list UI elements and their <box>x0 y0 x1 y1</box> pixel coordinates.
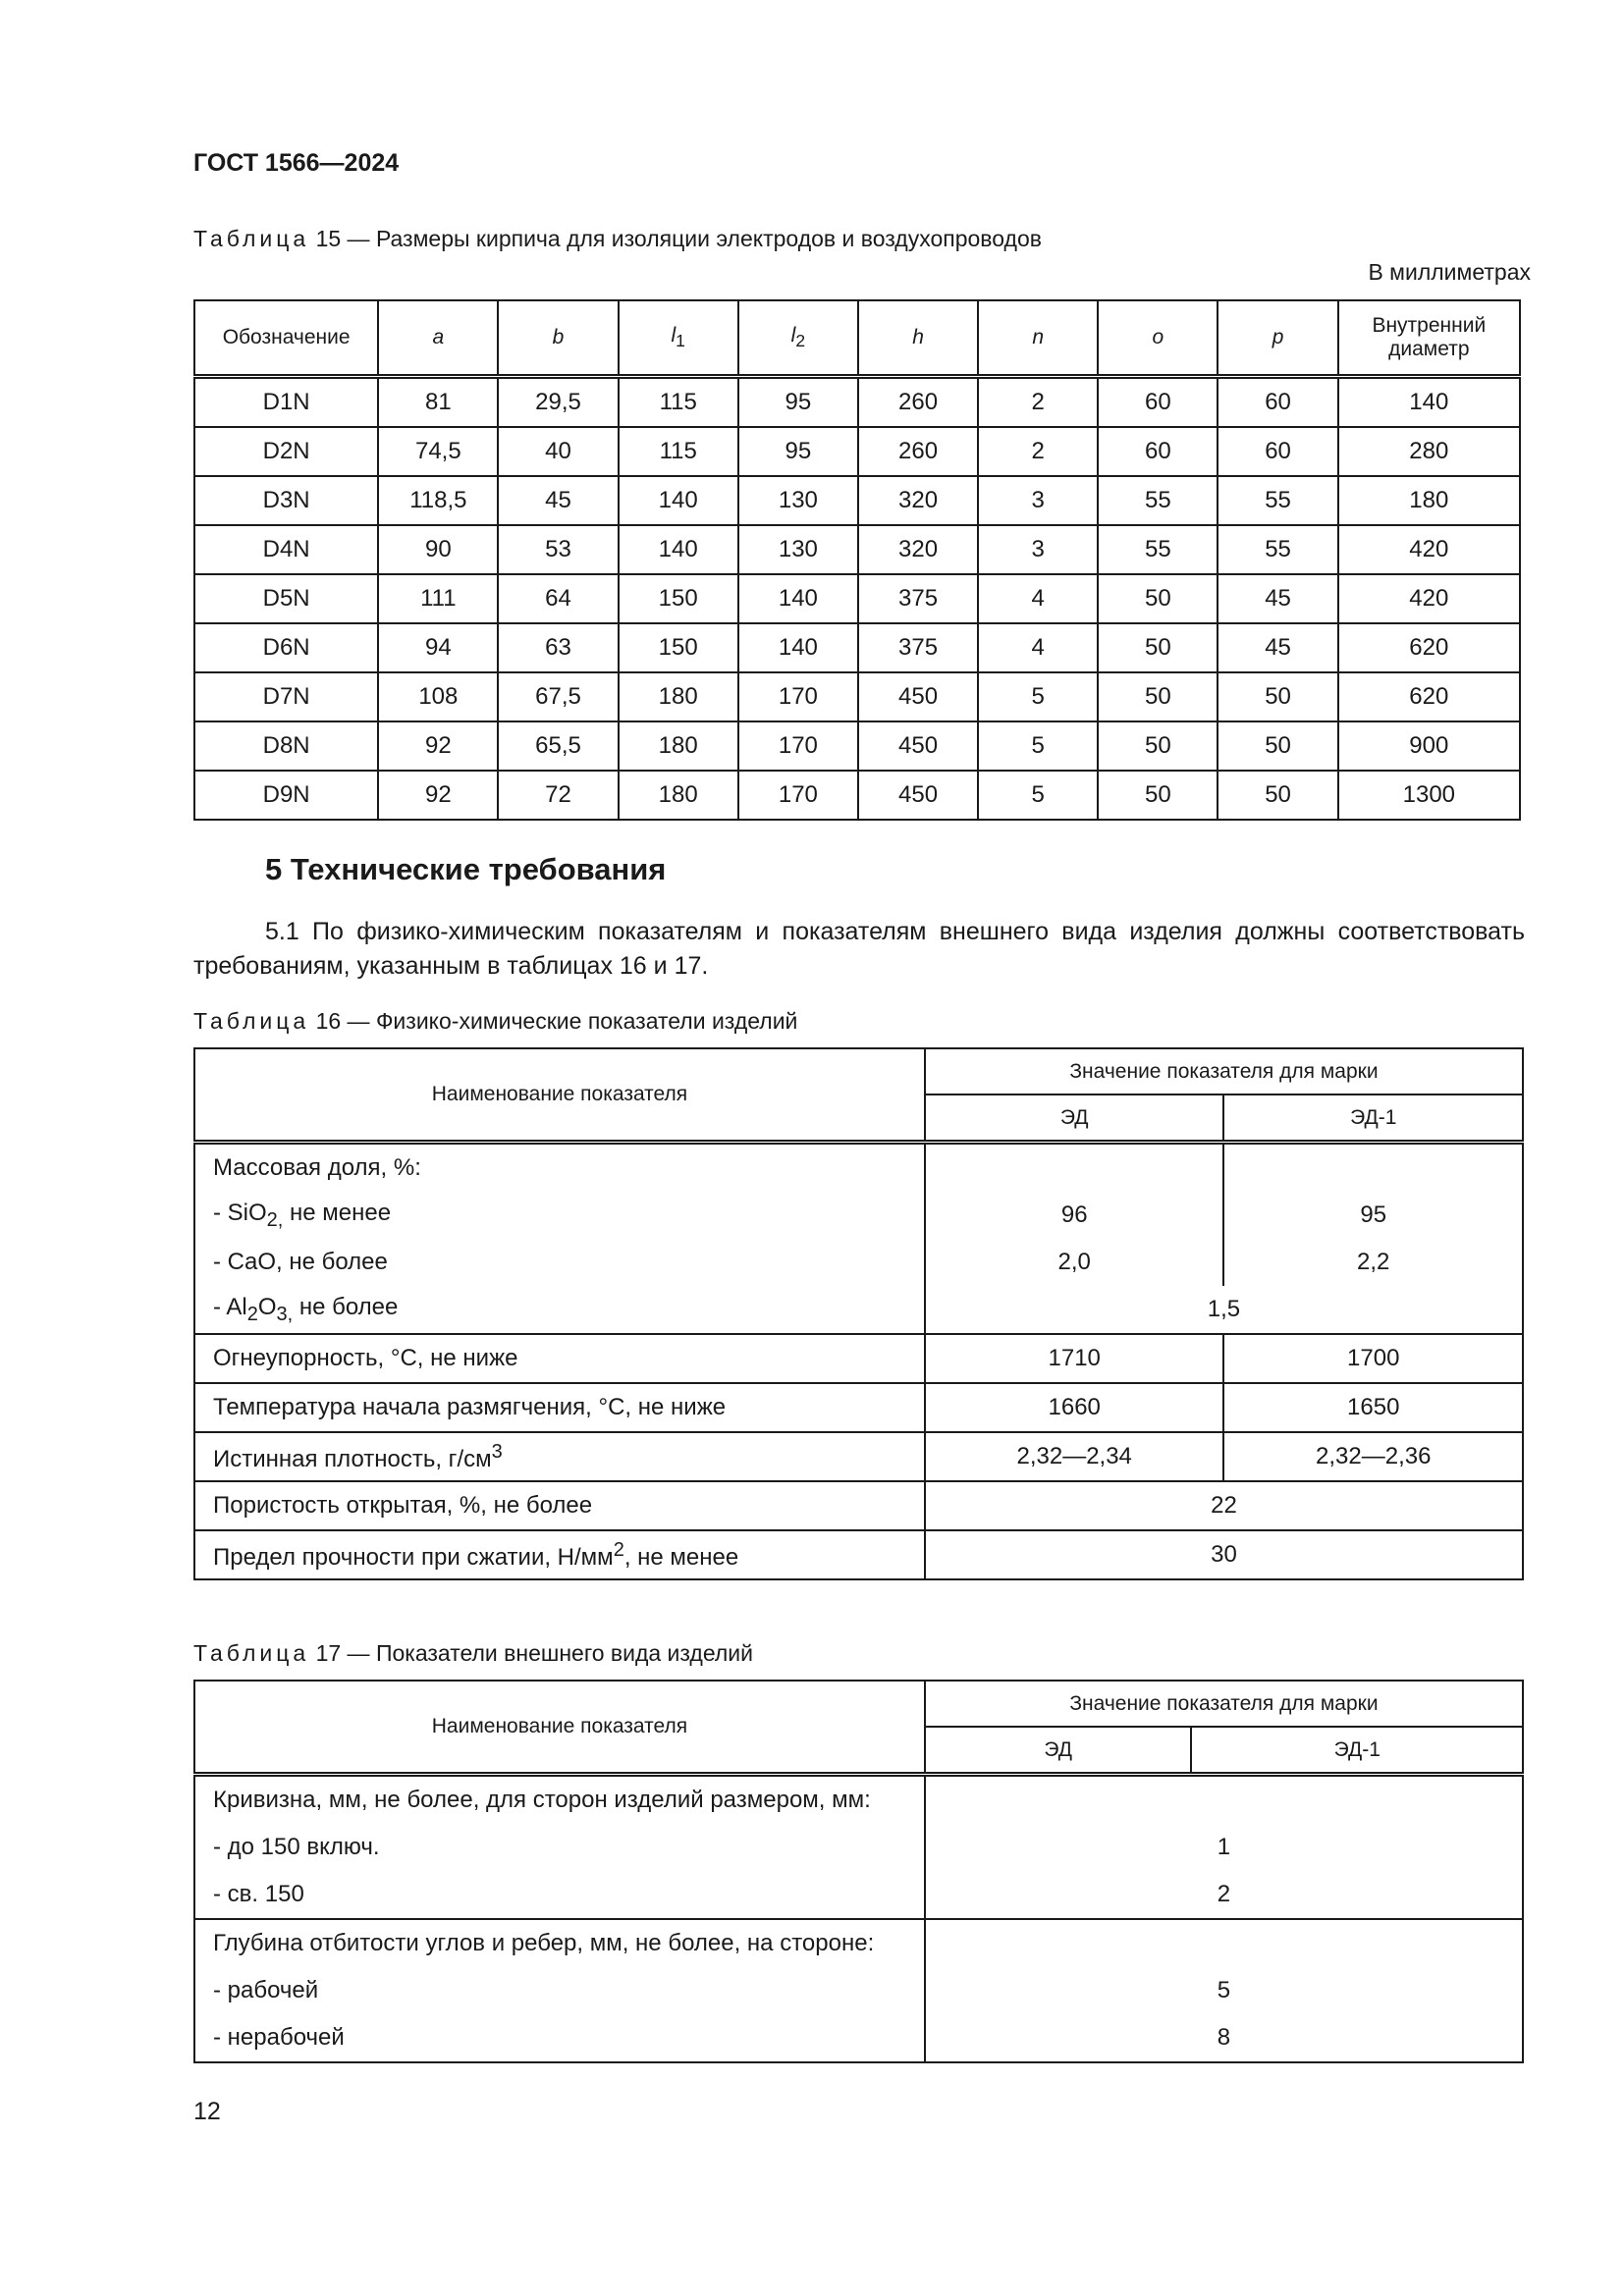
table15-cell: 320 <box>858 525 978 574</box>
curvature-1-value: 1 <box>925 1824 1523 1871</box>
refractoriness-ed: 1710 <box>925 1334 1224 1383</box>
table-row <box>194 377 1520 428</box>
table15-cell: 50 <box>1098 672 1218 721</box>
table-row <box>194 427 1520 476</box>
refractoriness-label: Огнеупорность, °С, не ниже <box>194 1334 925 1383</box>
table15-header-h: h <box>858 300 978 377</box>
table15-header-l1-letter: l <box>671 323 677 347</box>
table15-cell: 375 <box>858 574 978 623</box>
table15-cell: 95 <box>738 377 858 428</box>
table15-cell: 1300 <box>1338 771 1520 820</box>
table15-caption-prefix: Таблица <box>193 226 310 251</box>
table17-header-ed1: ЭД-1 <box>1191 1727 1523 1775</box>
curvature-2-value: 2 <box>925 1871 1523 1919</box>
table15-cell: D3N <box>194 476 378 525</box>
table15-cell: 5 <box>978 672 1098 721</box>
table15-cell: 4 <box>978 623 1098 672</box>
table-row <box>194 1192 1523 1239</box>
table15-cell: 40 <box>498 427 618 476</box>
table15-cell: 280 <box>1338 427 1520 476</box>
table15-header-l2 <box>738 300 858 377</box>
table15-cell: 170 <box>738 721 858 771</box>
sio2-label: - SiO$_{2,}$ не менее <box>194 1192 925 1239</box>
table15-header-l1 <box>619 300 738 377</box>
table-row <box>194 525 1520 574</box>
table15-cell: 67,5 <box>498 672 618 721</box>
table16-caption <box>193 1008 797 1035</box>
table16-caption-text: 16 — Физико-химические показатели изделий <box>315 1008 798 1034</box>
table16-header-value: Значение показателя для марки <box>925 1048 1523 1095</box>
table15-cell: D4N <box>194 525 378 574</box>
table15-header-l2-letter: l <box>790 323 796 347</box>
table15-cell: 320 <box>858 476 978 525</box>
sio2-ed1: 95 <box>1223 1192 1523 1239</box>
table17 <box>193 1680 1524 2063</box>
table15-cell: 150 <box>619 574 738 623</box>
softening-label: Температура начала размягчения, °С, не ниже <box>194 1383 925 1432</box>
al2o3-value: 1,5 <box>925 1286 1523 1334</box>
table17-header-name: Наименование показателя <box>194 1681 925 1775</box>
table15-cell: 64 <box>498 574 618 623</box>
table15-header-l1-sub: 1 <box>676 331 685 351</box>
table15-cell: 140 <box>619 525 738 574</box>
table15-cell: 45 <box>498 476 618 525</box>
curvature-2-label: - св. 150 <box>194 1871 925 1919</box>
table15-cell: D6N <box>194 623 378 672</box>
table15-cell: 180 <box>1338 476 1520 525</box>
table15-header-p: p <box>1218 300 1337 377</box>
table15-header-n: n <box>978 300 1098 377</box>
table15-cell: 50 <box>1218 672 1337 721</box>
table15-cell: 140 <box>1338 377 1520 428</box>
table16-header-ed1: ЭД-1 <box>1223 1095 1523 1143</box>
table-row <box>194 1824 1523 1871</box>
al2o3-label: - $Al_2O_{3,}$ не более <box>194 1286 925 1334</box>
depth-2-label: - нерабочей <box>194 2014 925 2062</box>
table15-cell: 29,5 <box>498 377 618 428</box>
table15-caption <box>193 226 1042 252</box>
cao-ed1: 2,2 <box>1223 1239 1523 1286</box>
table-row <box>194 476 1520 525</box>
table15-cell: 3 <box>978 525 1098 574</box>
depth-1-value: 5 <box>925 1967 1523 2014</box>
depth-1-label: - рабочей <box>194 1967 925 2014</box>
table-row <box>194 721 1520 771</box>
table15-cell: 3 <box>978 476 1098 525</box>
table17-caption-prefix: Таблица <box>193 1640 310 1666</box>
table15-cell: 375 <box>858 623 978 672</box>
table15-cell: 5 <box>978 721 1098 771</box>
table15-cell: 72 <box>498 771 618 820</box>
table15-cell: 130 <box>738 525 858 574</box>
table15-cell: 140 <box>738 623 858 672</box>
table15-cell: 60 <box>1218 427 1337 476</box>
table-row <box>194 1481 1523 1530</box>
table16-caption-prefix: Таблица <box>193 1008 310 1034</box>
table15-cell: 95 <box>738 427 858 476</box>
section-paragraph: 5.1 По физико-химическим показателям и показателям внешнего вида изделия должны соответствовать требованиям, указанным в таблицах 16 и 17. <box>193 918 1525 980</box>
table15-cell: 60 <box>1218 377 1337 428</box>
table15-header-designation: Обозначение <box>194 300 378 377</box>
table15-cell: 450 <box>858 721 978 771</box>
depth-title: Глубина отбитости углов и ребер, мм, не более, на стороне: <box>194 1919 925 1967</box>
strength-label: Предел прочности при сжатии, $Н/мм^2$, не менее <box>194 1530 925 1579</box>
table15-header-b: b <box>498 300 618 377</box>
table15-cell: 900 <box>1338 721 1520 771</box>
table15-cell: D2N <box>194 427 378 476</box>
density-label: Истинная плотность, $г/см^3$ <box>194 1432 925 1481</box>
table15-cell: 50 <box>1218 721 1337 771</box>
softening-ed: 1660 <box>925 1383 1224 1432</box>
table15-cell: 260 <box>858 427 978 476</box>
curvature-title: Кривизна, мм, не более, для сторон изделий размером, мм: <box>194 1775 925 1825</box>
softening-ed1: 1650 <box>1223 1383 1523 1432</box>
density-ed: 2,32—2,34 <box>925 1432 1224 1481</box>
table17-header-ed: ЭД <box>925 1727 1192 1775</box>
table15-units: В миллиметрах <box>1368 259 1531 285</box>
document-header: ГОСТ 1566—2024 <box>193 149 400 177</box>
table15-cell: 150 <box>619 623 738 672</box>
table-row <box>194 1334 1523 1383</box>
table-row <box>194 1775 1523 1825</box>
table15-cell: 620 <box>1338 623 1520 672</box>
table15-cell: 170 <box>738 672 858 721</box>
table15-cell: 4 <box>978 574 1098 623</box>
table15-cell: 420 <box>1338 574 1520 623</box>
density-ed1: 2,32—2,36 <box>1223 1432 1523 1481</box>
table15-cell: 180 <box>619 672 738 721</box>
table15-cell: 50 <box>1098 574 1218 623</box>
table15-cell: 92 <box>378 771 498 820</box>
table16 <box>193 1047 1524 1580</box>
table15-cell: 180 <box>619 721 738 771</box>
table15-cell: 55 <box>1098 476 1218 525</box>
table15-cell: 170 <box>738 771 858 820</box>
cao-ed: 2,0 <box>925 1239 1224 1286</box>
table-row <box>194 1967 1523 2014</box>
table15 <box>193 299 1521 821</box>
table15-cell: 108 <box>378 672 498 721</box>
table16-header-ed: ЭД <box>925 1095 1224 1143</box>
table15-cell: 60 <box>1098 377 1218 428</box>
table-row <box>194 1530 1523 1579</box>
table15-cell: 140 <box>619 476 738 525</box>
refractoriness-ed1: 1700 <box>1223 1334 1523 1383</box>
table15-header-a: a <box>378 300 498 377</box>
section-title: 5 Технические требования <box>265 852 667 886</box>
table-row <box>194 1383 1523 1432</box>
table15-cell: 92 <box>378 721 498 771</box>
table15-cell: 5 <box>978 771 1098 820</box>
table15-cell: 420 <box>1338 525 1520 574</box>
table15-header-o: o <box>1098 300 1218 377</box>
table-row <box>194 1239 1523 1286</box>
table15-cell: 115 <box>619 427 738 476</box>
table15-cell: 81 <box>378 377 498 428</box>
table15-caption-text: 15 — Размеры кирпича для изоляции электродов и воздухопроводов <box>315 226 1042 251</box>
cao-label: - CaO, не более <box>194 1239 925 1286</box>
table-row <box>194 623 1520 672</box>
table15-cell: 2 <box>978 377 1098 428</box>
table15-cell: 450 <box>858 672 978 721</box>
table15-cell: D5N <box>194 574 378 623</box>
table-row <box>194 2014 1523 2062</box>
table15-cell: D7N <box>194 672 378 721</box>
table15-cell: D1N <box>194 377 378 428</box>
table15-cell: 260 <box>858 377 978 428</box>
sio2-ed: 96 <box>925 1192 1224 1239</box>
table15-cell: 180 <box>619 771 738 820</box>
table15-cell: 55 <box>1218 476 1337 525</box>
table15-cell: 63 <box>498 623 618 672</box>
table17-header-value: Значение показателя для марки <box>925 1681 1523 1727</box>
table15-cell: 50 <box>1098 623 1218 672</box>
table15-cell: 130 <box>738 476 858 525</box>
table15-cell: 94 <box>378 623 498 672</box>
table-row <box>194 771 1520 820</box>
table-row <box>194 1286 1523 1334</box>
table15-cell: D8N <box>194 721 378 771</box>
curvature-1-label: - до 150 включ. <box>194 1824 925 1871</box>
table15-cell: 55 <box>1218 525 1337 574</box>
table15-cell: 50 <box>1218 771 1337 820</box>
depth-2-value: 8 <box>925 2014 1523 2062</box>
table-row <box>194 672 1520 721</box>
porosity-value: 22 <box>925 1481 1523 1530</box>
table15-cell: 450 <box>858 771 978 820</box>
porosity-label: Пористость открытая, %, не более <box>194 1481 925 1530</box>
table15-body <box>194 377 1520 821</box>
table15-cell: 620 <box>1338 672 1520 721</box>
table15-cell: 45 <box>1218 623 1337 672</box>
table17-caption-text: 17 — Показатели внешнего вида изделий <box>315 1640 754 1666</box>
table15-cell: 111 <box>378 574 498 623</box>
table-row <box>194 1871 1523 1919</box>
table15-cell: 74,5 <box>378 427 498 476</box>
table15-cell: 50 <box>1098 721 1218 771</box>
table17-caption <box>193 1640 753 1667</box>
table-row <box>194 1432 1523 1481</box>
table15-cell: D9N <box>194 771 378 820</box>
page-number: 12 <box>193 2098 221 2125</box>
table15-cell: 2 <box>978 427 1098 476</box>
table15-cell: 50 <box>1098 771 1218 820</box>
table15-cell: 115 <box>619 377 738 428</box>
strength-value: 30 <box>925 1530 1523 1579</box>
table16-header-name: Наименование показателя <box>194 1048 925 1143</box>
table15-cell: 45 <box>1218 574 1337 623</box>
table15-cell: 140 <box>738 574 858 623</box>
table15-header-row <box>194 300 1520 377</box>
table15-cell: 53 <box>498 525 618 574</box>
table15-header-l2-sub: 2 <box>795 331 806 351</box>
table15-cell: 118,5 <box>378 476 498 525</box>
table-row <box>194 1143 1523 1193</box>
table15-cell: 90 <box>378 525 498 574</box>
table15-cell: 55 <box>1098 525 1218 574</box>
table15-cell: 60 <box>1098 427 1218 476</box>
table-row <box>194 1919 1523 1967</box>
table-row <box>194 574 1520 623</box>
table15-header-inner-diameter: Внутренний диаметр <box>1338 300 1520 377</box>
mass-fraction-title: Массовая доля, %: <box>194 1143 925 1193</box>
table15-cell: 65,5 <box>498 721 618 771</box>
